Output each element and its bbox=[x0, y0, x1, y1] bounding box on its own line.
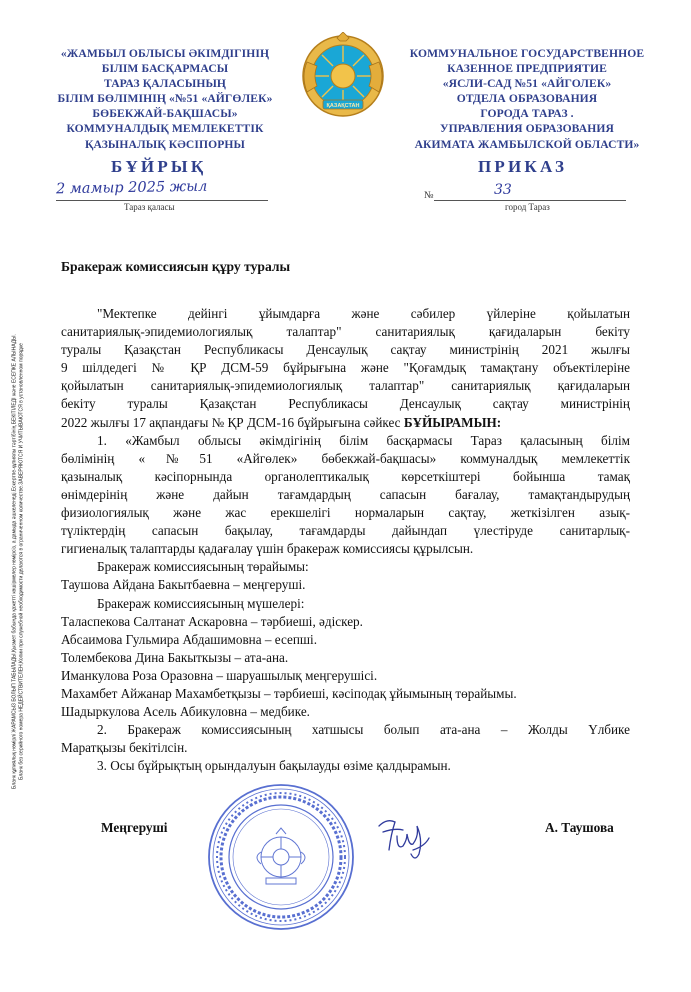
official-stamp-icon bbox=[206, 782, 356, 932]
date-underline bbox=[56, 200, 268, 201]
header-left-line: КОММУНАЛДЫҚ МЕМЛЕКЕТТІК bbox=[66, 122, 264, 136]
preamble-line: 9 шілдедегі № ҚР ДСМ-59 бұйрығына және "Қоғамдық тамақтану объектілеріне bbox=[61, 360, 630, 376]
header-right-line: КАЗЕННОЕ ПРЕДПРИЯТИЕ bbox=[447, 62, 607, 76]
preamble-last-line bbox=[61, 414, 630, 432]
order-word: БҰЙЫРАМЫН: bbox=[403, 414, 502, 430]
chair-name: Таушова Айдана Бакытбаевна – меңгеруші. bbox=[61, 577, 306, 593]
header-right-org-name bbox=[393, 46, 661, 152]
item1-line: физиологиялық және жас ерекшелігі нормаларын сақтау, жеткізілген азық- bbox=[61, 505, 630, 521]
document-subject: Бракераж комиссиясын құру туралы bbox=[61, 259, 291, 274]
header-left-line: БІЛІМ БАСҚАРМАСЫ bbox=[101, 62, 229, 76]
chair-label: Бракераж комиссиясының төрайымы: bbox=[97, 559, 309, 575]
item1-line: 1. «Жамбыл облысы әкімдігінің білім басқармасы Тараз қаласының білім bbox=[97, 432, 630, 448]
member-item: Абсаимова Гульмира Абдашимовна – есепші. bbox=[61, 631, 318, 647]
document-body bbox=[61, 305, 630, 775]
preamble-line: туралы Қазақстан Республикасы Денсаулық сақтау министрінің 2021 жылғы bbox=[61, 342, 630, 358]
state-emblem-icon bbox=[299, 32, 387, 122]
header-left-line: «ЖАМБЫЛ ОБЛЫСЫ ӘКІМДІГІНІҢ bbox=[60, 47, 270, 60]
preamble-line: бекіту туралы Қазақстан Республикасы Денсаулық сақтау министрінің bbox=[61, 396, 630, 412]
member-item: Таласпекова Салтанат Аскаровна – тәрбиеші, әдіскер. bbox=[61, 613, 363, 629]
side-text-line: Бланк құпиялық нөмірлі ЖАРАМСЫЗ БОЛЫП ТАБЫЛАДЫ,Қызмет бабында қажетті көшірмелер нөмірсіз, а дамыда әшкеленеді.Ескертпе-құпиялы тәртібінің БЕКІТІЛЕДІ және ЕСЕПКЕ АЛЫНАДЫ. bbox=[11, 334, 18, 789]
member-item: Шадыркулова Асель Абикуловна – медбике. bbox=[61, 704, 310, 720]
member-item: Махамбет Айжанар Махамбетқызы – тәрбиеші, кәсіподақ ұйымының төрайымы. bbox=[61, 685, 517, 701]
security-side-text bbox=[12, 132, 25, 992]
header-right-line: АКИМАТА ЖАМБЫЛСКОЙ ОБЛАСТИ» bbox=[414, 137, 640, 151]
item1-line: қазыналық кәсіпорнында органолептикалық көрсеткіштері бойынша тамақ bbox=[61, 468, 630, 484]
side-text-line: Бланк без серийного номера НЕДЕЙСТВИТЕЛЕН,Копии при служебной необходимости делаются в ограниченном количестве.ЗАВЕРЯЮТСЯ И УЧИТЫВАЮТСЯ в установленном порядке bbox=[18, 343, 24, 780]
item2-line: 2. Бракераж комиссиясының хатшысы болып ата-ана – Жолды Үлбике bbox=[97, 722, 630, 738]
header-left-line: БӨБЕКЖАЙ-БАҚШАСЫ» bbox=[92, 107, 238, 121]
preamble bbox=[61, 305, 630, 432]
item-3: 3. Осы бұйрықтың орындалуын бақылауды өзіме қалдырамын. bbox=[97, 758, 451, 774]
preamble-line: 2022 жылғы 17 ақпандағы № ҚР ДСМ-16 бұйрығына сәйкес bbox=[61, 414, 401, 430]
order-title-ru: ПРИКАЗ bbox=[478, 157, 568, 176]
header-left-line: ТАРАЗ ҚАЛАСЫНЫҢ bbox=[103, 77, 227, 91]
order-date-handwritten: 2 мамыр 2025 жыл bbox=[55, 178, 208, 198]
member-item: Иманкулова Роза Оразовна – шаруашылық меңгерушісі. bbox=[61, 667, 378, 683]
item-1 bbox=[61, 432, 630, 559]
item-2 bbox=[61, 721, 630, 757]
item1-line: өнімдерінің және дайын тағамдардың сапасын бағалау, тамақтандырудың bbox=[61, 486, 630, 502]
item1-line: гигиеналық талаптарды қадағалау үшін бракераж комиссиясы құрылсын. bbox=[61, 541, 474, 557]
order-title-kz: БҰЙРЫҚ bbox=[111, 157, 207, 176]
header-right-line: КОММУНАЛЬНОЕ ГОСУДАРСТВЕННОЕ bbox=[409, 47, 645, 60]
preamble-line: "Мектепке дейінгі ұйымдарға және сәбилер үйлеріне қойылатын bbox=[97, 306, 630, 321]
header-right-line: «ЯСЛИ-САД №51 «АЙГОЛЕК» bbox=[442, 77, 612, 91]
header-left-org-name bbox=[40, 46, 290, 152]
item1-line: түліктердің сапасын бақылау, тағамдарды дайындап үлестіруде санитарлық- bbox=[61, 523, 630, 539]
preamble-line: қойылатын санитариялық-эпидемиологиялық талаптар" санитариялық қағидаларын bbox=[61, 378, 630, 394]
header-left-line: ҚАЗЫНАЛЫҚ КӘСІПОРНЫ bbox=[85, 137, 245, 151]
number-underline bbox=[434, 200, 626, 201]
members-list bbox=[61, 613, 630, 722]
item2-line: Маратқызы бекітілсін. bbox=[61, 740, 188, 756]
header-right-line: ОТДЕЛА ОБРАЗОВАНИЯ bbox=[456, 92, 598, 106]
header-right-line: ГОРОДА ТАРАЗ . bbox=[480, 107, 574, 121]
signer-title: Меңгеруші bbox=[101, 820, 168, 835]
signer-name: А. Таушова bbox=[545, 820, 614, 835]
city-ru: город Тараз bbox=[505, 202, 550, 212]
member-item: Толембекова Дина Бакыткызы – ата-ана. bbox=[61, 649, 289, 665]
emblem-caption: ҚАЗАҚСТАН bbox=[326, 103, 360, 109]
header-right-line: УПРАВЛЕНИЯ ОБРАЗОВАНИЯ bbox=[440, 122, 614, 136]
order-number-handwritten: 33 bbox=[494, 182, 512, 198]
handwritten-signature-icon bbox=[373, 810, 433, 866]
preamble-line: санитариялық-эпидемиологиялық талаптар" санитариялық қағидаларын бекіту bbox=[61, 324, 630, 340]
number-prefix: № bbox=[424, 190, 434, 201]
header-left-line: БІЛІМ БӨЛІМІНІҢ «№51 «АЙГӨЛЕК» bbox=[57, 92, 273, 106]
item1-line: бөлімінің «№51 «Айгөлек» бөбекжай-бақшасы» коммуналдық мемлекеттік bbox=[61, 450, 630, 466]
members-label: Бракераж комиссиясының мүшелері: bbox=[97, 595, 305, 611]
city-kz: Тараз қаласы bbox=[124, 202, 175, 212]
